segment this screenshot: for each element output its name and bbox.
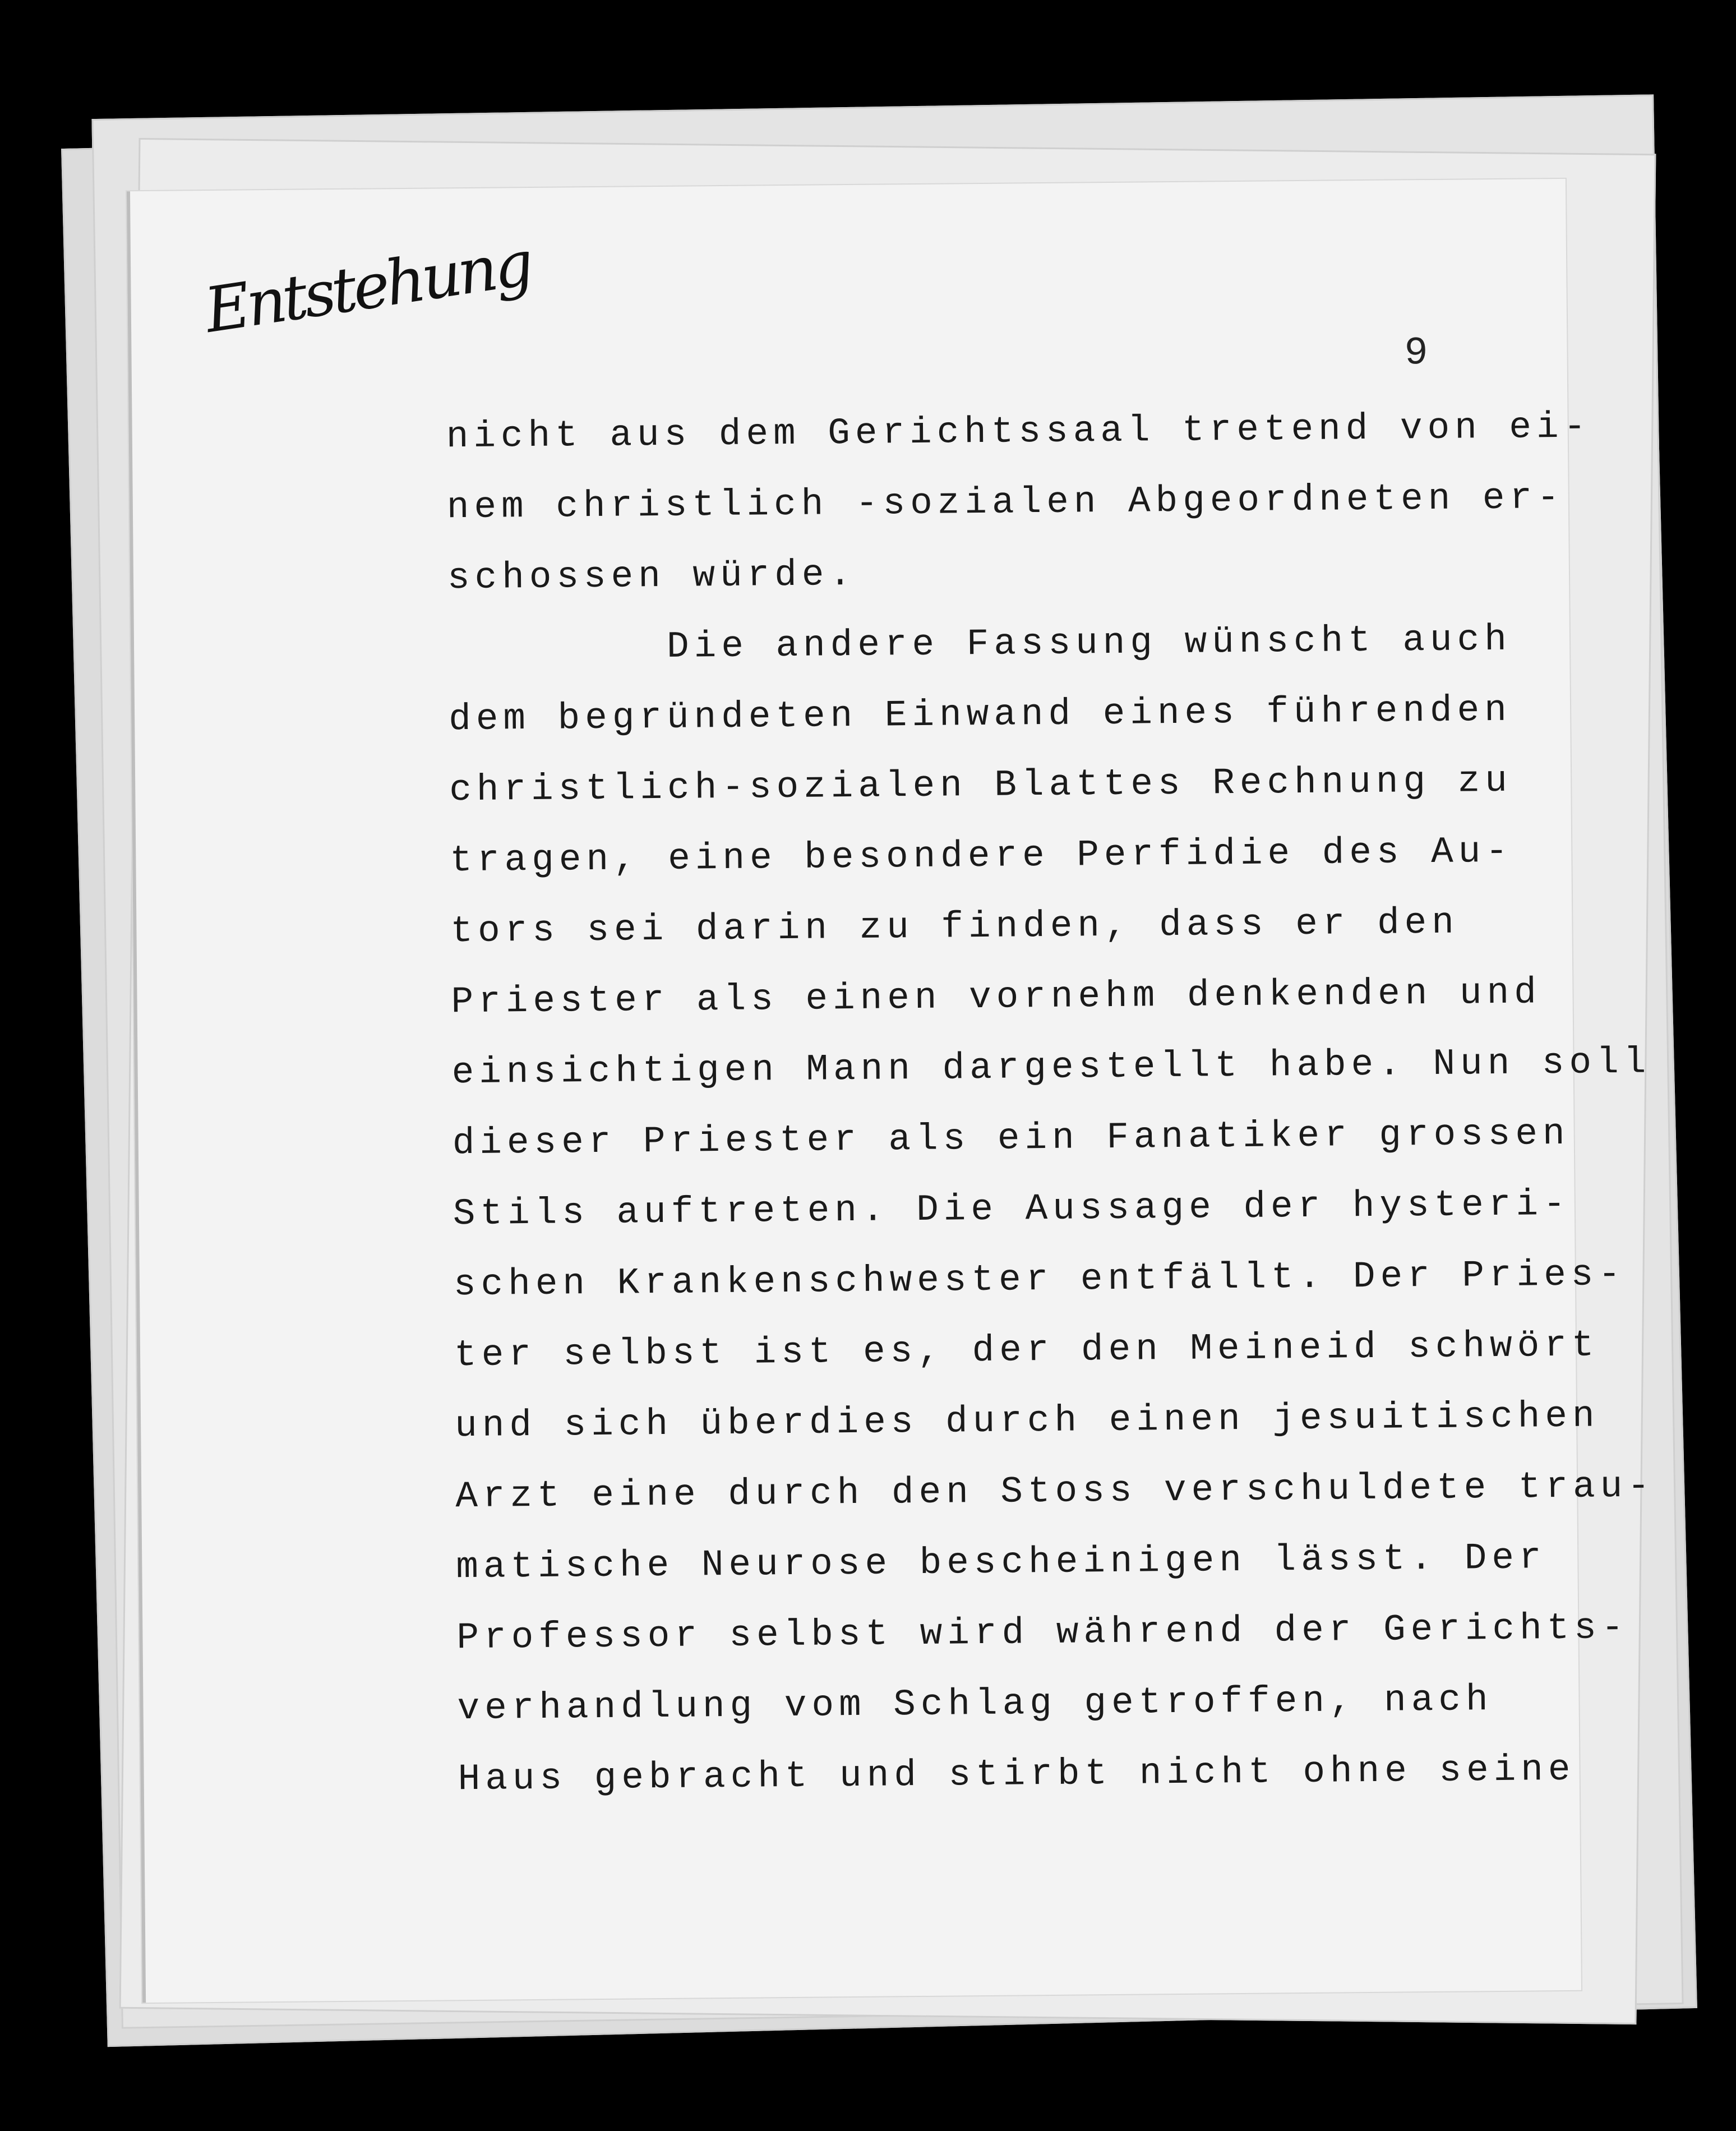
text-line: Die andere Fassung wünscht auch	[666, 618, 1512, 668]
text-line: matische Neurose bescheinigen lässt. Der	[456, 1537, 1546, 1589]
text-line: dem begründeten Einwand eines führenden	[448, 689, 1512, 741]
body-text	[446, 391, 1655, 1815]
text-line: nem christlich -sozialen Abgeordneten er-	[446, 476, 1565, 529]
text-line: Professor selbst wird während der Gerichts-	[456, 1606, 1629, 1659]
page-number: 9	[1404, 331, 1428, 376]
text-line: einsichtigen Mann dargestellt habe. Nun soll	[451, 1041, 1651, 1094]
text-line: ter selbst ist es, der den Meineid schwört	[454, 1324, 1599, 1377]
text-line: Haus gebracht und stirbt nicht ohne seine	[458, 1748, 1576, 1801]
text-line: Arzt eine durch den Stoss verschuldete trau-	[455, 1465, 1655, 1518]
text-line: tors sei darin zu finden, dass er den	[450, 901, 1460, 953]
text-line: nicht aus dem Gerichtssaal tretend von ei-	[446, 405, 1591, 458]
handwritten-note: Entstehung	[200, 227, 535, 347]
text-line: christlich-sozialen Blattes Rechnung zu	[449, 759, 1513, 811]
text-line: und sich überdies durch einen jesuitischen	[454, 1395, 1600, 1447]
text-line: dieser Priester als ein Fanatiker grossen	[452, 1112, 1570, 1165]
text-line: schossen würde.	[447, 553, 857, 599]
text-line: tragen, eine besondere Perfidie des Au-	[450, 830, 1513, 882]
text-line: Stils auftreten. Die Aussage der hysteri-	[453, 1183, 1571, 1235]
document-page	[127, 179, 1655, 2003]
text-line: Priester als einen vornehm denkenden und	[451, 971, 1542, 1023]
text-line: verhandlung vom Schlag getroffen, nach	[457, 1678, 1493, 1730]
text-line: schen Krankenschwester entfällt. Der Pries-	[453, 1253, 1626, 1306]
